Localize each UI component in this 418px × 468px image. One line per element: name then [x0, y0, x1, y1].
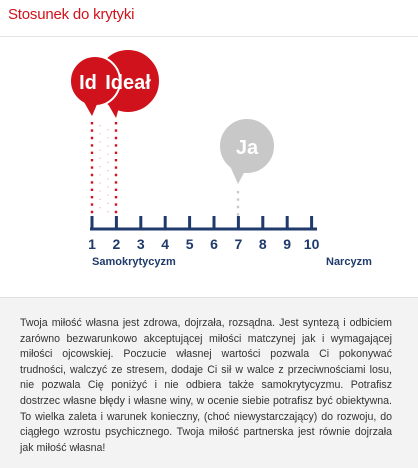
axis-ticks: [92, 216, 312, 229]
scale-left-label: Samokrytycyzm: [92, 256, 176, 268]
header: [0, 0, 418, 37]
axis-tick-labels: [88, 236, 319, 252]
description-text: Twoja miłość własna jest zdrowa, dojrzała, rozsądna. Jest syntezą i odbiciem zarówno bezwarunkowo akceptującej miłości matczynej jak i wymagającej miłości ojcowskiej. Poczucie własnej wartości pozwala Ci pokonywać trudności, walczyć ze stresem, dodaje Ci sił w walce z przeciwnościami losu, nie pozwala Cię poniżyć i nie odbiera także samokrytycyzmu. Potrafisz dostrzec własne błędy i własne winy, w ocenie siebie potrafisz być obiektywna. To wielka zaleta i warunek konieczny, (choć niewystarczający) do rozwoju, do ciągłego wzrostu psychicznego. Twoja miłość partnerska jest równie dojrzała jak miłość własna!: [20, 317, 392, 454]
ideal-connector-dots: [92, 122, 116, 216]
self-bubble-tail: [230, 166, 246, 184]
scale-right-label: Narcyzm: [326, 256, 372, 268]
axis-tick-label-4: 4: [161, 236, 170, 252]
ideal-marker: [70, 49, 160, 118]
axis-tick-label-1: 1: [88, 236, 96, 252]
ideal-short-label: Id: [79, 72, 97, 94]
axis-tick-label-10: 10: [303, 236, 320, 252]
ideal-label: Ideał: [105, 72, 151, 94]
axis-tick-label-2: 2: [112, 236, 121, 252]
rating-scale: [0, 36, 418, 286]
self-marker: [219, 118, 275, 184]
page-title: Stosunek do krytyki: [8, 6, 135, 23]
self-label: Ja: [235, 137, 259, 159]
axis-tick-label-5: 5: [185, 236, 194, 252]
axis-tick-label-7: 7: [234, 236, 243, 252]
ideal-short-bubble-tail: [84, 102, 98, 116]
axis-tick-label-3: 3: [136, 236, 145, 252]
axis-tick-label-9: 9: [283, 236, 292, 252]
axis-tick-label-8: 8: [258, 236, 267, 252]
scale-axis: [88, 216, 319, 252]
axis-tick-label-6: 6: [210, 236, 218, 252]
